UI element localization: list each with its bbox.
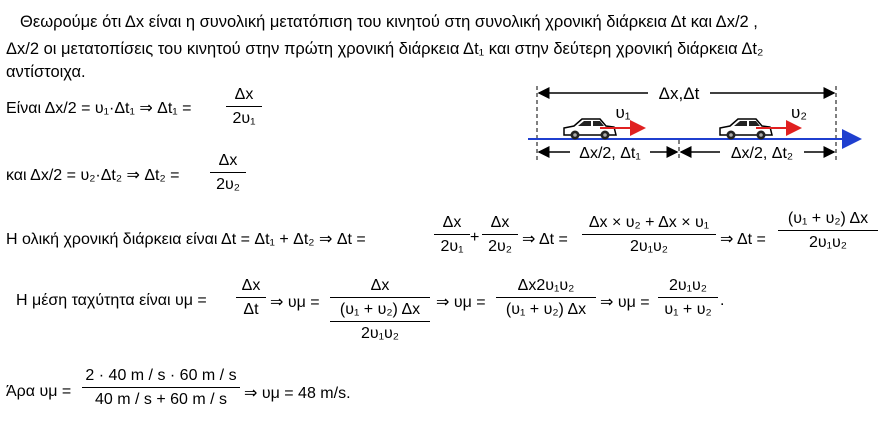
car-1-icon	[564, 119, 616, 140]
eq3-fraction-3: Δx × υ₂ + Δx × υ₁ 2υ₁υ₂	[582, 214, 716, 256]
eq5-denominator: 40 m / s + 60 m / s	[94, 391, 228, 408]
eq4-fraction-3: Δx2υ₁υ₂ (υ₁ + υ₂) Δx	[496, 277, 596, 319]
eq2-denominator: 2υ₂	[216, 176, 240, 193]
eq4-fraction-4: 2υ₁υ₂ υ₁ + υ₂	[658, 277, 718, 319]
eq1-denominator: 2υ₁	[232, 110, 256, 127]
total-label: Δx,Δt	[658, 84, 700, 103]
eq3-fraction-4: (υ₁ + υ₂) Δx 2υ₁υ₂	[778, 210, 878, 252]
eq1-fraction	[226, 86, 262, 128]
eq5-fraction	[82, 367, 240, 409]
eq4-period: .	[720, 292, 725, 309]
eq4-fraction-2: Δx (υ₁ + υ₂) Δx 2υ₁υ₂	[330, 277, 430, 343]
eq3-arrow-1: ⇒ Δt =	[522, 231, 568, 248]
eq5-text: Άρα υμ =	[6, 383, 72, 400]
motion-diagram	[520, 80, 890, 180]
intro-line-1: Θεωρούμε ότι Δx είναι η συνολική μετατόπιση του κινητού στη συνολική χρονική διάρκεια Δt και Δx/2 ,	[20, 13, 758, 31]
v2-label: υ₂	[791, 103, 807, 122]
eq1-text: Είναι Δx/2 = υ₁·Δt₁ ⇒ Δt₁ =	[6, 100, 192, 117]
eq5-numerator: 2 · 40 m / s · 60 m / s	[85, 367, 237, 384]
eq2-text: και Δx/2 = υ₂·Δt₂ ⇒ Δt₂ =	[6, 167, 180, 184]
eq5-result: ⇒ υμ = 48 m/s.	[244, 385, 351, 402]
eq2-fraction	[210, 152, 246, 194]
eq3-fraction-2: Δx 2υ₂	[482, 214, 518, 256]
eq4-text: Η μέση ταχύτητα είναι υμ =	[16, 292, 207, 309]
eq4-fraction-1: Δx Δt	[236, 277, 266, 319]
eq1-numerator: Δx	[234, 86, 254, 103]
car-2-icon	[720, 119, 772, 140]
eq4-arrow-3: ⇒ υμ =	[600, 294, 650, 311]
eq3-fraction-1: Δx 2υ₁	[434, 214, 470, 256]
seg2-label: Δx/2, Δt₂	[730, 145, 794, 162]
seg1-label: Δx/2, Δt₁	[579, 145, 641, 162]
intro-line-2: Δx/2 οι μετατοπίσεις του κινητού στην πρώτη χρονική διάρκεια Δt₁ και στην δεύτερη χρονική διάρκεια Δt₂	[6, 40, 764, 58]
eq4-arrow-1: ⇒ υμ =	[270, 294, 320, 311]
v1-label: υ₁	[615, 103, 631, 122]
eq4-arrow-2: ⇒ υμ =	[436, 294, 486, 311]
intro-line-3: αντίστοιχα.	[6, 63, 86, 81]
eq3-text: Η ολική χρονική διάρκεια είναι Δt = Δt₁ + Δt₂ ⇒ Δt =	[6, 231, 366, 248]
eq3-arrow-2: ⇒ Δt =	[720, 231, 766, 248]
eq2-numerator: Δx	[218, 152, 238, 169]
eq3-plus: +	[470, 229, 480, 246]
